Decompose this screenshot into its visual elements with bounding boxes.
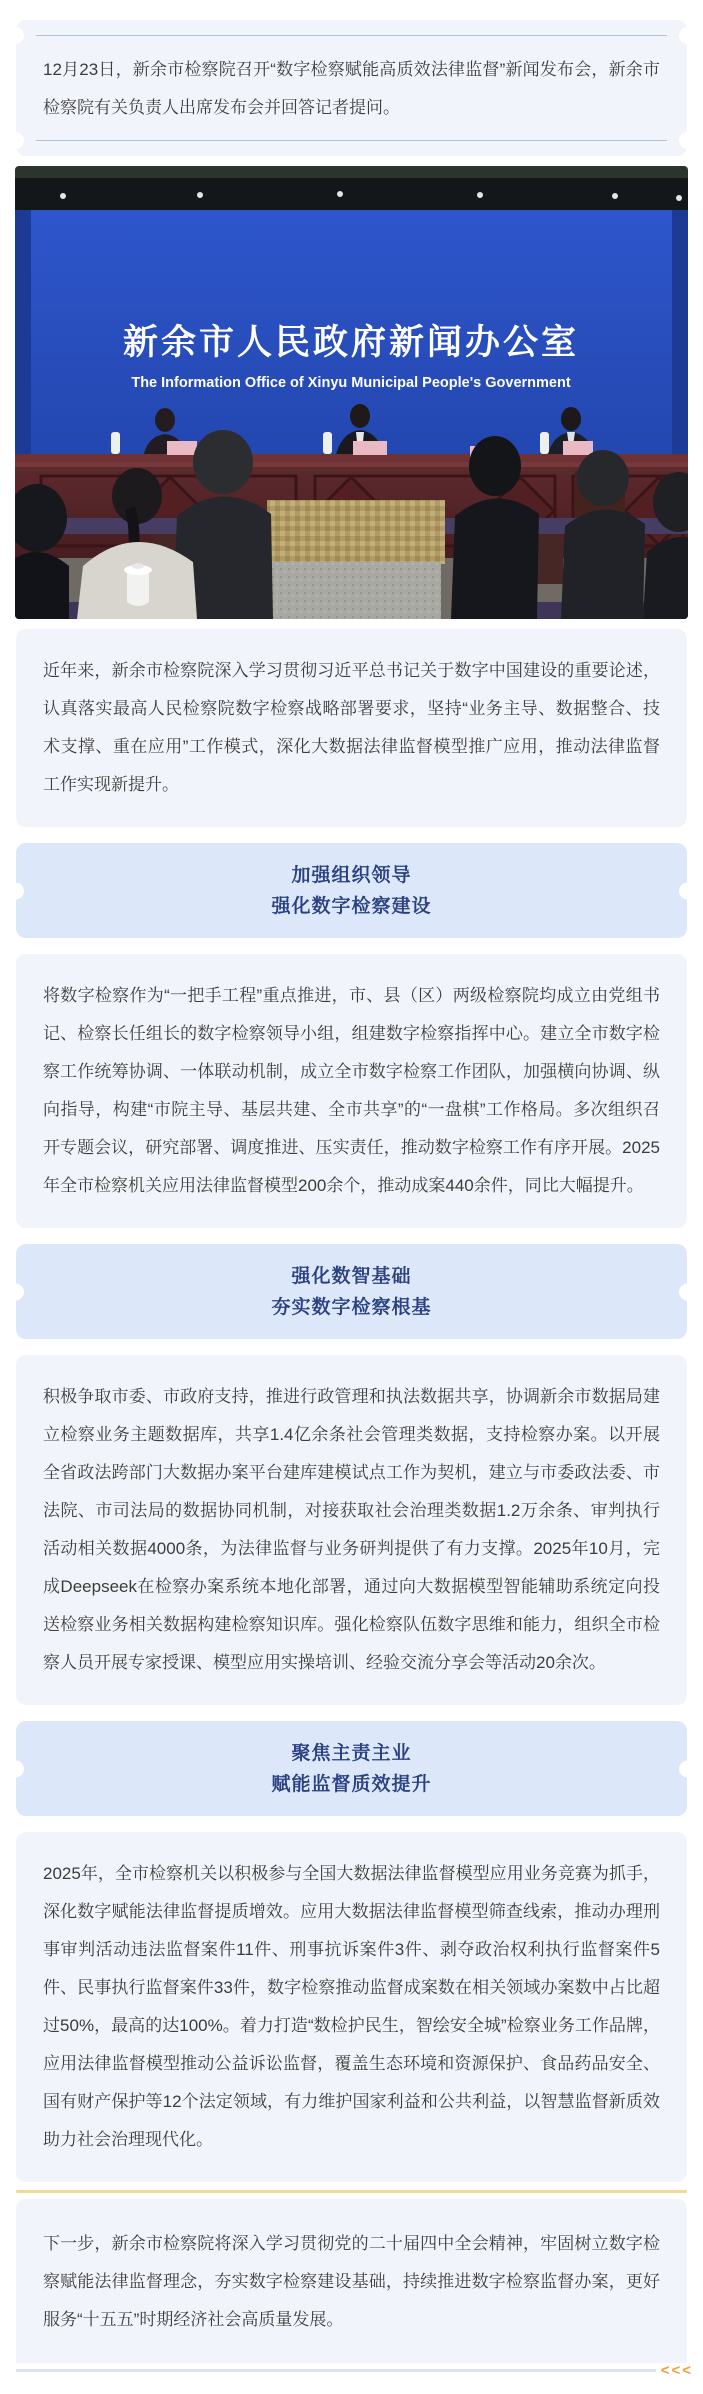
- section-title-line: 夯实数字检察根基: [271, 1297, 432, 1318]
- intro-callout: [16, 20, 687, 156]
- section-body-2: 积极争取市委、市政府支持，推进行政管理和执法数据共享，协调新余市数据局建立检察业务主题数据库，共享1.4亿余条社会管理类数据，支持检察办案。以开展全省政法跨部门大数据办案平台建库建模试点工作为契机，建立与市委政法委、市法院、市司法局的数据协同机制，对接获取社会治理类数据1.2万余条、审判执行活动相关数据4000条，为法律监督与业务研判提供了有力支撑。2025年10月，完成Deepseek在检察办案系统本地化部署，通过向大数据模型智能辅助系统定向投送检察业务相关数据构建检察知识库。强化检察队伍数字思维和能力，组织全市检察人员开展专家授课、模型应用实操培训、经验交流分享会等活动20余次。: [43, 1387, 660, 1672]
- notch-decoration: [679, 1283, 696, 1300]
- notch-decoration: [679, 1760, 696, 1777]
- section-title-line: 加强组织领导: [291, 865, 412, 886]
- lead-paragraph: 近年来，新余市检察院深入学习贯彻习近平总书记关于数字中国建设的重要论述，认真落实最高人民检察院数字检察战略部署要求，坚持“业务主导、数据整合、技术支撑、重在应用”工作模式，深化大数据法律监督模型推广应用，推动法律监督工作实现新提升。: [43, 661, 660, 794]
- notch-decoration: [7, 1283, 24, 1300]
- bottom-spacer: [0, 2378, 703, 2394]
- more-indicator: <<<: [660, 2362, 693, 2379]
- photo-banner-title-en: The Information Office of Xinyu Municipal People's Government: [131, 375, 571, 391]
- section-body-1: 将数字检察作为“一把手工程”重点推进，市、县（区）两级检察院均成立由党组书记、检察长任组长的数字检察领导小组，组建数字检察指挥中心。建立全市数字检察工作统筹协调、一体联动机制，成立全市数字检察工作团队，加强横向协调、纵向指导，构建“市院主导、基层共建、全市共享”的“一盘棋”工作格局。多次组织召开专题会议，研究部署、调度推进、压实责任，推动数字检察工作有序开展。2025年全市检察机关应用法律监督模型200余个，推动成案440余件，同比大幅提升。: [43, 986, 660, 1195]
- section-header-3: [16, 1721, 687, 1816]
- section-body-3: 2025年，全市检察机关以积极参与全国大数据法律监督模型应用业务竞赛为抓手，深化数字赋能法律监督提质增效。应用大数据法律监督模型筛查线索，推动办理刑事审判活动违法监督案件11件、刑事抗诉案件3件、剥夺政治权利执行监督案件5件、民事执行监督案件33件，数字检察推动监督成案数在相关领域办案数中占比超过50%，最高的达100%。着力打造“数检护民生，智绘安全城”检察业务工作品牌，应用法律监督模型推动公益诉讼监督，覆盖生态环境和资源保护、食品药品安全、国有财产保护等12个法定领域，有力维护国家利益和公共利益，以智慧监督新质效助力社会治理现代化。: [43, 1864, 660, 2149]
- notch-decoration: [7, 882, 24, 899]
- outro-callout: [16, 2199, 687, 2363]
- divider: [36, 35, 667, 36]
- intro-text: 12月23日，新余市检察院召开“数字检察赋能高质效法律监督”新闻发布会，新余市检察院有关负责人出席发布会并回答记者提问。: [43, 60, 660, 117]
- section-header-1: [16, 843, 687, 938]
- section-body-box-1: [16, 954, 687, 1228]
- divider-gold: [16, 2190, 687, 2193]
- divider: [36, 140, 667, 141]
- photo-ceiling: [15, 166, 688, 214]
- notch-decoration: [7, 132, 24, 149]
- notch-decoration: [7, 27, 24, 44]
- section-title-line: 赋能监督质效提升: [271, 1774, 432, 1795]
- section-header-2: [16, 1244, 687, 1339]
- lead-paragraph-box: [16, 629, 687, 827]
- section-title-line: 聚焦主责主业: [291, 1743, 412, 1764]
- section-body-box-2: [16, 1355, 687, 1705]
- outro-text: 下一步，新余市检察院将深入学习贯彻党的二十届四中全会精神，牢固树立数字检察赋能法律监督理念，夯实数字检察建设基础，持续推进数字检察监督办案，更好服务“十五五”时期经济社会高质量发展。: [43, 2234, 660, 2329]
- notch-decoration: [679, 132, 696, 149]
- divider-end: [16, 2369, 656, 2372]
- photo-banner-title-cn: 新余市人民政府新闻办公室: [122, 323, 580, 362]
- notch-decoration: [7, 1760, 24, 1777]
- article-end-row: [16, 2363, 693, 2378]
- press-conference-photo[interactable]: [15, 166, 688, 619]
- notch-decoration: [679, 882, 696, 899]
- notch-decoration: [679, 27, 696, 44]
- section-title-line: 强化数字检察建设: [271, 896, 432, 917]
- section-body-box-3: [16, 1832, 687, 2182]
- section-title-line: 强化数智基础: [291, 1266, 412, 1287]
